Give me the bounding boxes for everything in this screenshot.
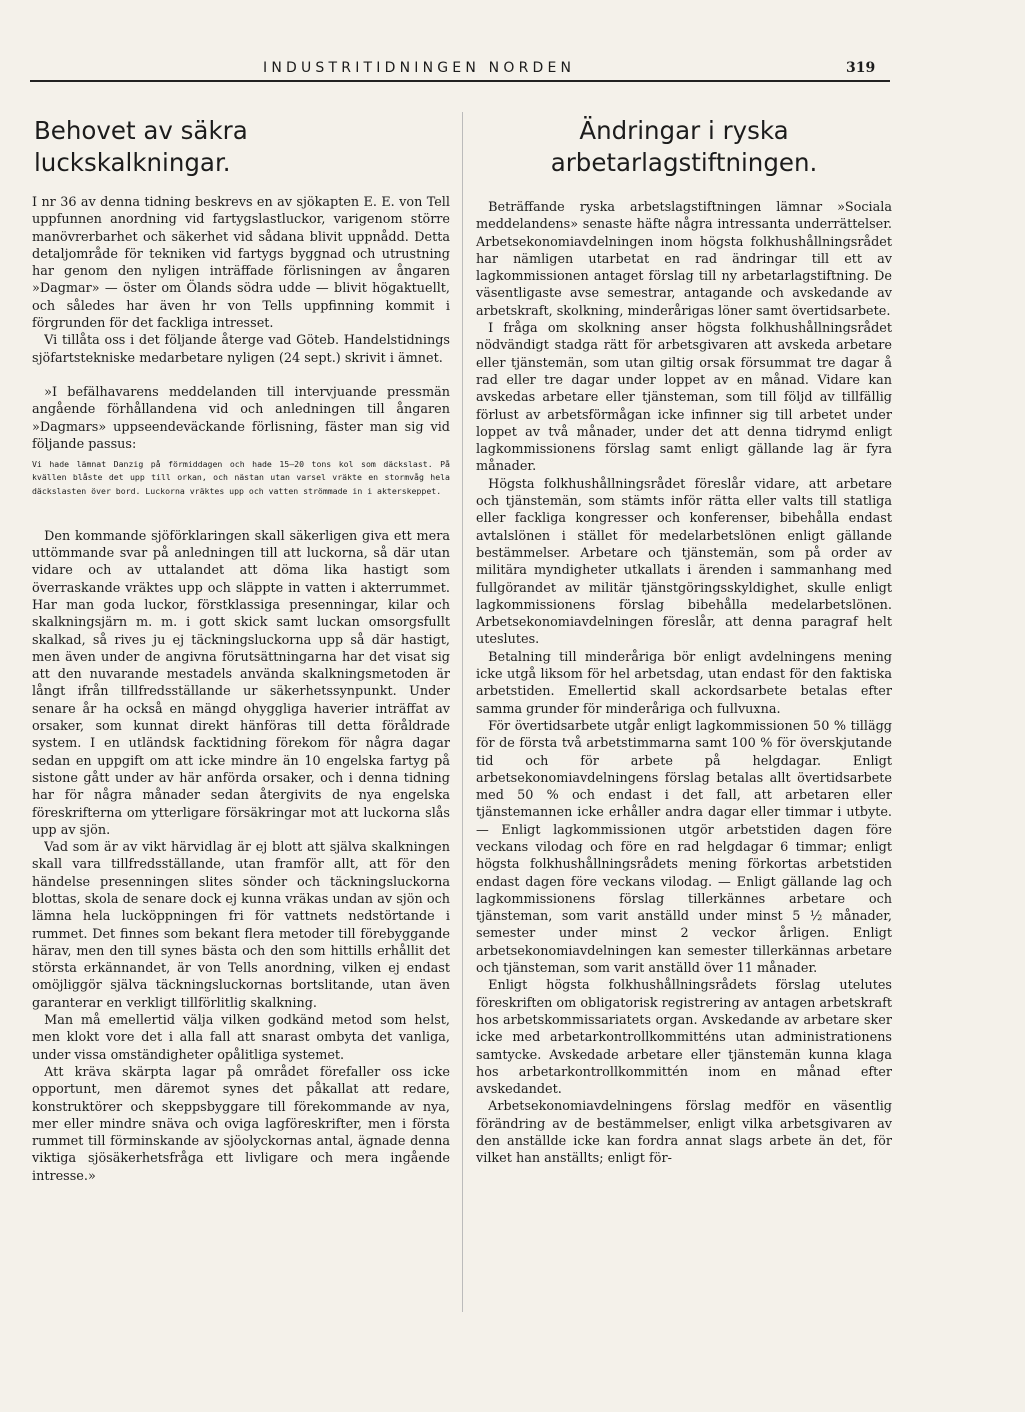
right-paragraph: I fråga om skolkning anser högsta folkhushållningsrådet nödvändigt stadga rätt för arbetsgivaren att avskeda arbetare eller tjänstemän, som utan giltig orsak försummat tre dagar å rad eller tre dagar under loppet av en månad. Vidare kan avskedas arbetare eller tjänsteman, som till följd av tillfällig förlust av arbetsförmågan icke infinner sig till arbetet under loppet av två månader, under det att denna tidrymd enligt lagkommissionens förslag samt enligt gällande lag är fyra månader. xyxy=(476,321,892,475)
left-article xyxy=(32,115,450,1185)
left-paragraph: Att kräva skärpta lagar på området förefaller oss icke opportunt, men däremot synes det påkallat att redare, konstruktörer och skeppsbyggare till förekommande av nya, mer eller mindre snäva och oviga lagföreskrifter, men i första rummet till förminskande av sjöolyckornas antal, ägnade denna viktiga sjösäkerhetsfråga ett livligare och mera ingående intresse.» xyxy=(32,1064,450,1184)
column-divider xyxy=(462,112,463,1312)
right-paragraph: Arbetsekonomiavdelningens förslag medför en väsentlig förändring av de bestämmelser, enligt vilka arbetsgivaren av den anställde icke kan fordra annat slags arbete än det, för vilket han anställts; enligt för- xyxy=(476,1099,892,1167)
left-paragraph: Vad som är av vikt härvidlag är ej blott att själva skalkningen skall vara tillfredsställande, utan framför allt, att för den händelse presenningen slites sönder och täckningsluckorna blottas, skola de senare dock ej kunna vräkas undan av sjön och lämna hela lucköppningen fri för vattnets nedstörtande i rummet. Det finnes som bekant flera metoder till förebyggande härav, men den till synes bästa och den som hittills erhållit det största erkännandet, är von Tells anordning, vilken ej endast omöjliggör själva täckningsluckornas bortslitande, utan även garanterar en verkligt tillförlitlig skalkning. xyxy=(32,840,450,1011)
right-article xyxy=(476,115,892,1168)
left-quote: Vi hade lämnat Danzig på förmiddagen och hade 15—20 tons kol som däckslast. På kvällen blåste det upp till orkan, och nästan utan varsel vräkte en stormvåg hela däckslasten över bord. Luckorna vräktes upp och vatten strömmade in i akterskeppet. xyxy=(32,459,450,496)
left-paragraph: Vi tillåta oss i det följande återge vad Göteb. Handelstidnings sjöfartstekniske medarbetare nyligen (24 sept.) skrivit i ämnet. xyxy=(32,333,450,366)
page-number: 319 xyxy=(846,60,876,76)
left-article-title: Behovet av säkra luckskalkningar. xyxy=(34,116,248,177)
running-head: INDUSTRITIDNINGEN NORDEN xyxy=(263,60,576,76)
left-paragraph: »I befälhavarens meddelanden till intervjuande pressmän angående förhållandena vid och anledningen till ångaren »Dagmars» uppseendeväckande förlisning, fäster man sig vid följande passus: xyxy=(32,384,450,452)
left-paragraph: Man må emellertid välja vilken godkänd metod som helst, men klokt vore det i alla fall att snarast ombyta det vanliga, under vissa omständigheter opålitliga systemet. xyxy=(32,1013,450,1063)
right-paragraph: För övertidsarbete utgår enligt lagkommissionen 50 % tillägg för de första två arbetstimmarna samt 100 % för överskjutande tid och för arbete på helgdagar. Enligt arbetsekonomiavdelningens förslag betalas allt övertidsarbete med 50 % och endast i det fall, att arbetaren eller tjänstemannen icke erhåller andra dagar eller timmar i utbyte. — Enligt lagkommissionen utgör arbetstiden dagen före veckans vilodag och före en rad helgdagar 6 timmar; enligt högsta folkhushållningsrådets mening förkortas arbetstiden endast dagen före veckans vilodag. — Enligt gällande lag och lagkommissionens förslag tillerkännes arbetare och tjänsteman, som varit anställd under minst 5 ½ månader, semester under minst 2 veckor årligen. Enligt arbetsekonomiavdelningen kan semester tillerkännas arbetare och tjänsteman, som varit anställd över 11 månader. xyxy=(476,718,892,977)
right-paragraph: Högsta folkhushållningsrådet föreslår vidare, att arbetare och tjänstemän, som stämts inför rätta eller valts till statliga eller fackliga kongresser och konferenser, bibehålla endast avtalslönen i stället för medelarbetslönen enligt gällande bestämmelser. Arbetare och tjänstemän, som på order av militära myndigheter utkallats i ärenden i sammanhang med fullgörandet av militär tjänstgöringsskyldighet, skulle enligt lagkommissionens förslag bibehålla medelarbetslönen. Arbetsekonomiavdelningen föreslår, att denna paragraf helt uteslutes. xyxy=(476,476,892,648)
right-article-title: Ändringar i ryska arbetarlagstiftningen. xyxy=(550,116,818,177)
left-paragraph: Den kommande sjöförklaringen skall säkerligen giva ett mera uttömmande svar på anledningen till att luckorna, så där utan vidare och av uttalandet att döma lika hastigt som överraskande vräktes upp och släppte in vatten i akterrummet. Har man goda luckor, förstklassiga presenningar, kilar och skalkningsjärn m. m. i gott skick samt luckan omsorgsfullt skalkad, så rives ju ej täckningsluckorna upp så där hastigt, men även under de angivna förutsättningarna har det visat sig att den nuvarande mestadels använda skalkningsmetoden är långt ifrån tillfredsställande ur säkerhetssynpunkt. Under senare år ha också en mängd ohyggliga haverier inträffat av orsaker, som kunnat direkt hänföras till detta föråldrade system. I en utländsk facktidning förekom för några dagar sedan en uppgift om att icke mindre än 10 engelska fartyg på sistone gått under av här anförda orsaker, och i denna tidning har för några månader sedan återgivits de nya engelska föreskrifterna om ytterligare försäkringar mot att luckorna slås upp av sjön. xyxy=(32,528,450,838)
right-paragraph: Enligt högsta folkhushållningsrådets förslag utelutes föreskriften om obligatorisk registrering av antagen arbetskraft hos arbetskommissariatets organ. Avskedande av arbetare sker icke med arbetarkontrollkommitténs utan administrationens samtycke. Avskedade arbetare eller tjänstemän kunna klaga hos arbetarkontrollkommittén inom en månad efter avskedandet. xyxy=(476,978,893,1098)
right-paragraph: Betalning till minderåriga bör enligt avdelningens mening icke utgå liksom för hel arbetsdag, utan endast för den faktiska arbetstiden. Emellertid skall ackordsarbete betalas efter samma grunder för minderåriga och fullvuxna. xyxy=(476,649,892,717)
header-rule xyxy=(30,80,890,82)
left-paragraph: I nr 36 av denna tidning beskrevs en av sjökapten E. E. von Tell uppfunnen anordning vid fartygslastluckor, varigenom större manövrerbarhet och säkerhet vid sådana blivit uppnådd. Detta detaljområde för tekniken vid fartygs byggnad och utrustning har genom den nyligen inträffade förlisningen av ångaren »Dagmar» — öster om Ölands södra udde — blivit högaktuellt, och således har även hr von Tells uppfinning kommit i förgrunden för det fackliga intresset. xyxy=(32,195,450,332)
right-paragraph: Beträffande ryska arbetslagstiftningen lämnar »Sociala meddelandens» senaste häfte några intressanta underrättelser. Arbetsekonomiavdelningen inom högsta folkhushållningsrådet har nämligen utarbetat en rad ändringar till ett av lagkommissionen antaget förslag till ny arbetarlagstiftning. De väsentligaste avse semestrar, antagande och avskedande av arbetskraft, skolkning, minderårigas löner samt övertidsarbete. xyxy=(476,200,892,319)
